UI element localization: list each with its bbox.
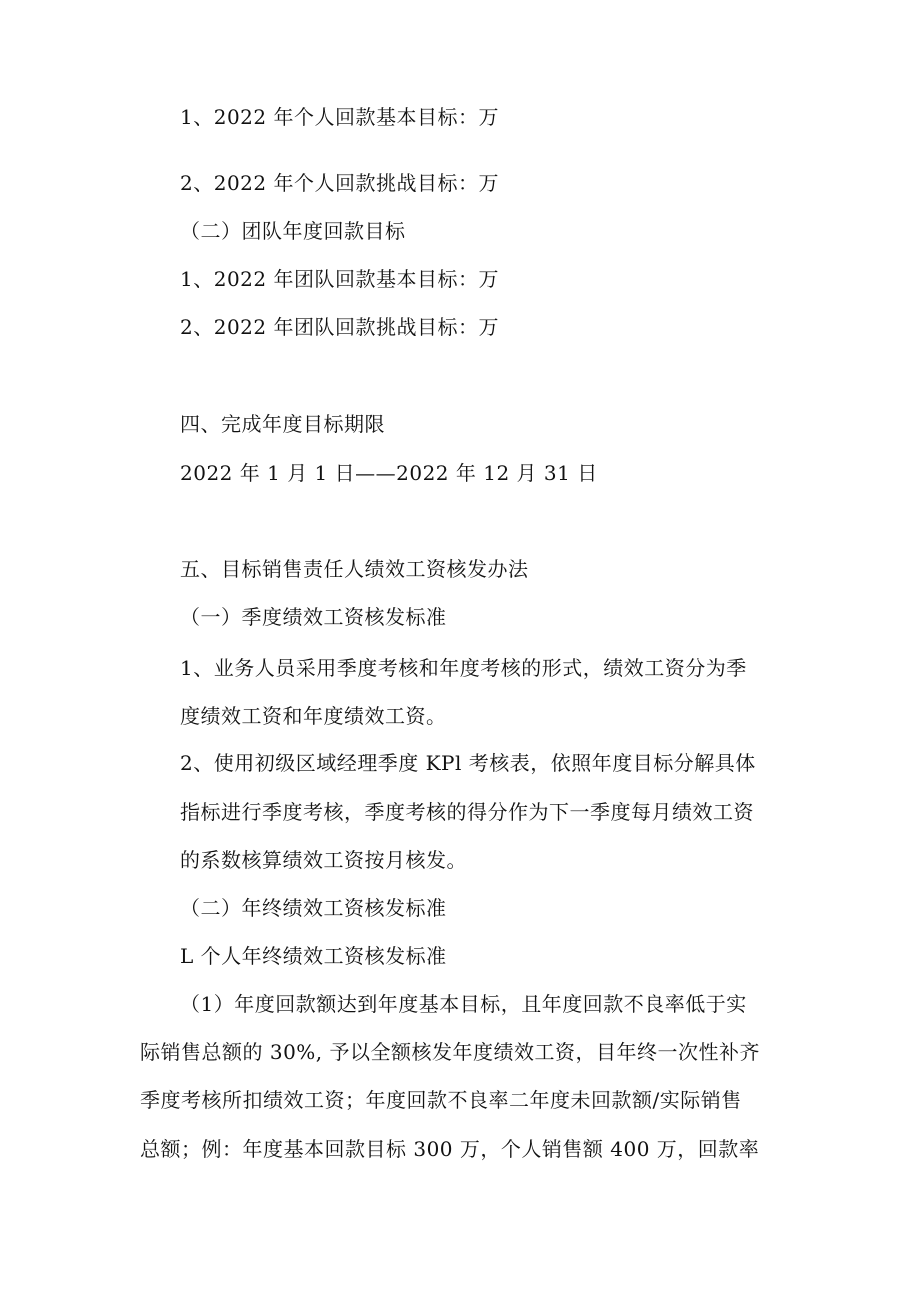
text-line: 的系数核算绩效工资按月核发。 xyxy=(180,848,467,872)
text-line: 度绩效工资和年度绩效工资。 xyxy=(180,704,447,728)
text-line: 1、2022 年个人回款基本目标：万 xyxy=(180,105,499,129)
text-line: 2、2022 年团队回款挑战目标：万 xyxy=(180,315,499,339)
section-heading: （二）团队年度回款目标 xyxy=(180,219,406,243)
section-heading: （一）季度绩效工资核发标准 xyxy=(180,605,447,629)
section-heading: 四、完成年度目标期限 xyxy=(180,412,385,436)
text-line: 季度考核所扣绩效工资；年度回款不良率二年度未回款额/实际销售 xyxy=(140,1088,742,1112)
section-heading: 五、目标销售责任人绩效工资核发办法 xyxy=(180,557,529,581)
text-line: 2、使用初级区域经理季度 KPl 考核表，依照年度目标分解具体 xyxy=(180,751,756,775)
section-heading: （二）年终绩效工资核发标准 xyxy=(180,896,447,920)
text-line: 1、2022 年团队回款基本目标：万 xyxy=(180,267,499,291)
text-line: 2022 年 1 月 1 日——2022 年 12 月 31 日 xyxy=(180,461,598,485)
text-line: 2、2022 年个人回款挑战目标：万 xyxy=(180,171,499,195)
text-line: L 个人年终绩效工资核发标准 xyxy=(180,944,447,968)
text-line: 际销售总额的 30%, 予以全额核发年度绩效工资，目年终一次性补齐 xyxy=(140,1040,761,1064)
text-line: （1）年度回款额达到年度基本目标，且年度回款不良率低于实 xyxy=(180,992,747,1016)
text-line: 1、业务人员采用季度考核和年度考核的形式，绩效工资分为季 xyxy=(180,656,747,680)
text-line: 指标进行季度考核，季度考核的得分作为下一季度每月绩效工资 xyxy=(180,800,754,824)
text-line: 总额；例：年度基本回款目标 300 万，个人销售额 400 万，回款率 xyxy=(140,1137,760,1161)
